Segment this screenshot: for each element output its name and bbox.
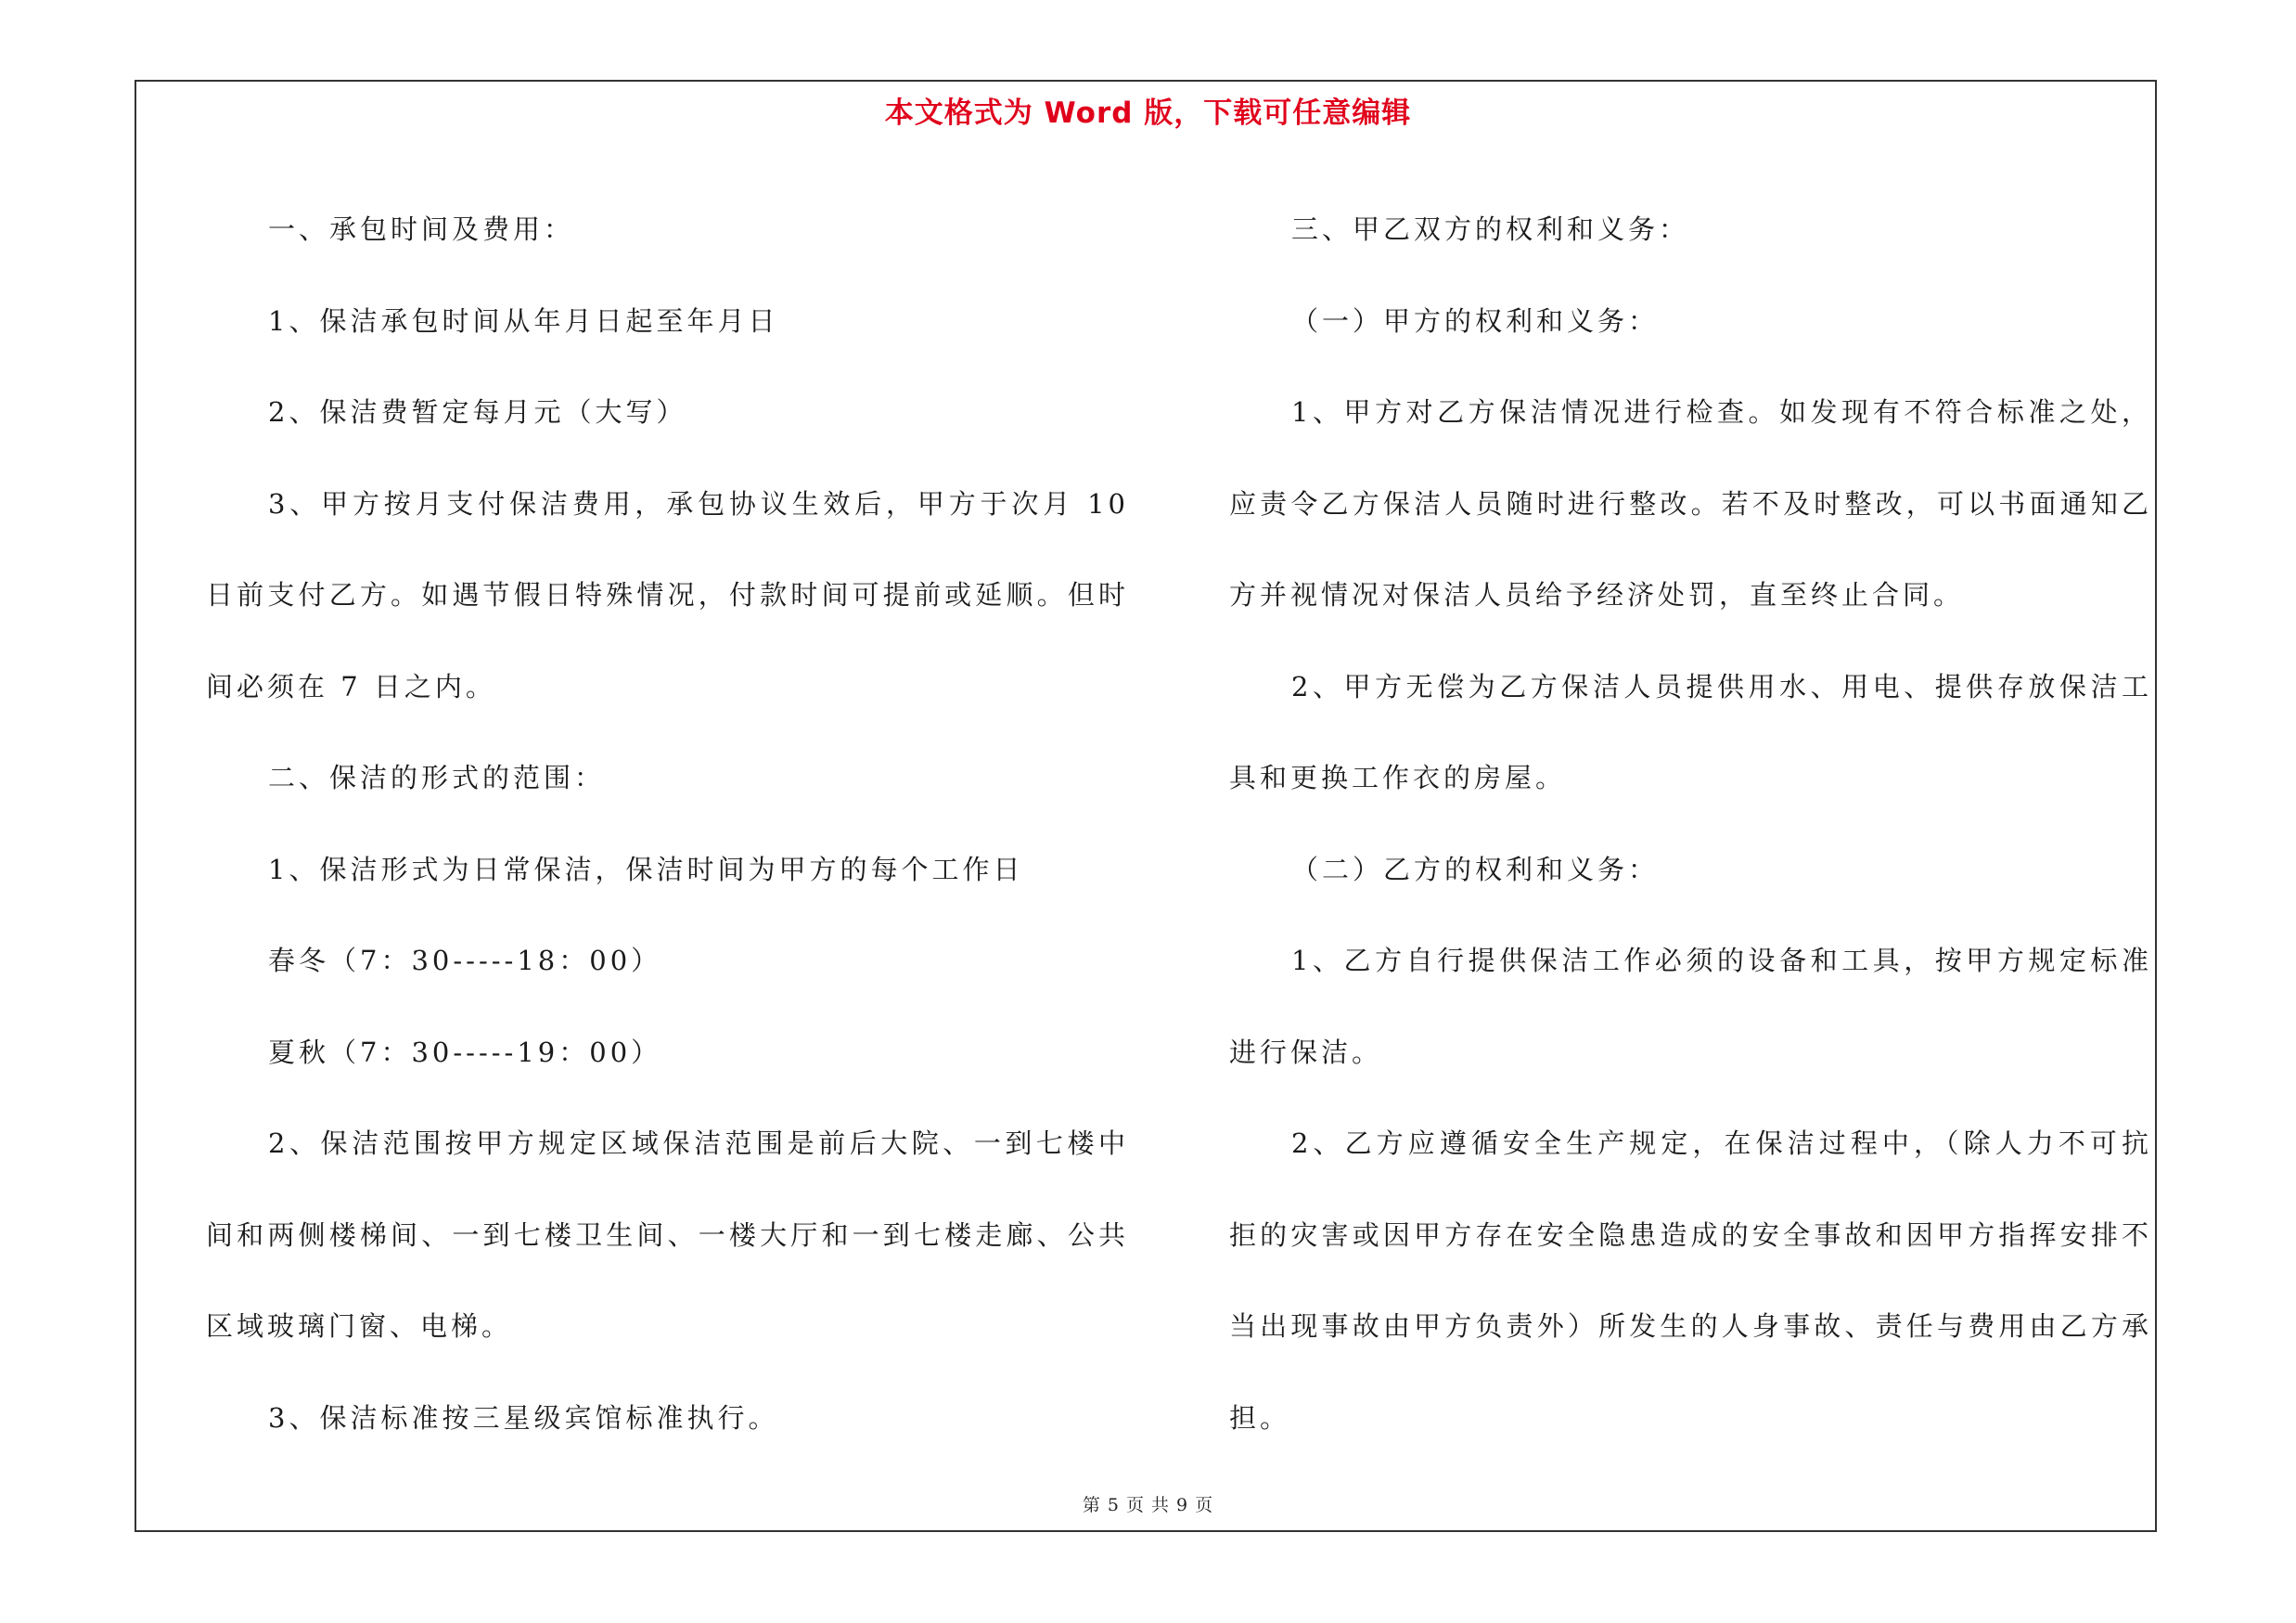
- list-item: 1、甲方对乙方保洁情况进行检查。如发现有不符合标准之处，应责令乙方保洁人员随时进行整改。若不及时整改，可以书面通知乙方并视情况对保洁人员给予经济处罚，直至终止合同。: [1229, 396, 2152, 611]
- list-item: 1、保洁形式为日常保洁，保洁时间为甲方的每个工作日: [268, 853, 1024, 885]
- right-column: [1229, 184, 2152, 1463]
- list-item: 3、保洁标准按三星级宾馆标准执行。: [268, 1401, 779, 1434]
- subsection-heading: （一）甲方的权利和义务：: [1291, 304, 1660, 337]
- section-heading: 一、承包时间及费用：: [268, 213, 575, 245]
- page-number-footer: 第 5 页 共 9 页: [1082, 1495, 1214, 1515]
- list-item: 2、保洁费暂定每月元（大写）: [268, 396, 687, 428]
- left-column: [206, 184, 1129, 1463]
- editable-notice-banner: 本文格式为 Word 版，下载可任意编辑: [884, 97, 1412, 130]
- list-item: 2、保洁范围按甲方规定区域保洁范围是前后大院、一到七楼中间和两侧楼梯间、一到七楼卫生间、一楼大厅和一到七楼走廊、公共区域玻璃门窗、电梯。: [206, 1127, 1129, 1342]
- section-heading: 二、保洁的形式的范围：: [268, 762, 606, 793]
- list-item: 2、甲方无偿为乙方保洁人员提供用水、用电、提供存放保洁工具和更换工作衣的房屋。: [1229, 670, 2152, 793]
- section-heading: 三、甲乙双方的权利和义务：: [1291, 213, 1690, 245]
- list-item: 1、乙方自行提供保洁工作必须的设备和工具，按甲方规定标准进行保洁。: [1229, 945, 2152, 1068]
- list-item: 3、甲方按月支付保洁费用，承包协议生效后，甲方于次月 10 日前支付乙方。如遇节假日特殊情况，付款时间可提前或延顺。但时间必须在 7 日之内。: [206, 487, 1129, 702]
- subsection-heading: （二）乙方的权利和义务：: [1291, 853, 1660, 885]
- list-item: 1、保洁承包时间从年月日起至年月日: [268, 304, 779, 337]
- list-item: 2、乙方应遵循安全生产规定，在保洁过程中，（除人力不可抗拒的灾害或因甲方存在安全隐患造成的安全事故和因甲方指挥安排不当出现事故由甲方负责外）所发生的人身事故、责任与费用由乙方承担。: [1229, 1127, 2152, 1434]
- schedule-line: 春冬（7：30-----18：00）: [268, 945, 662, 976]
- schedule-line: 夏秋（7：30-----19：00）: [268, 1036, 662, 1068]
